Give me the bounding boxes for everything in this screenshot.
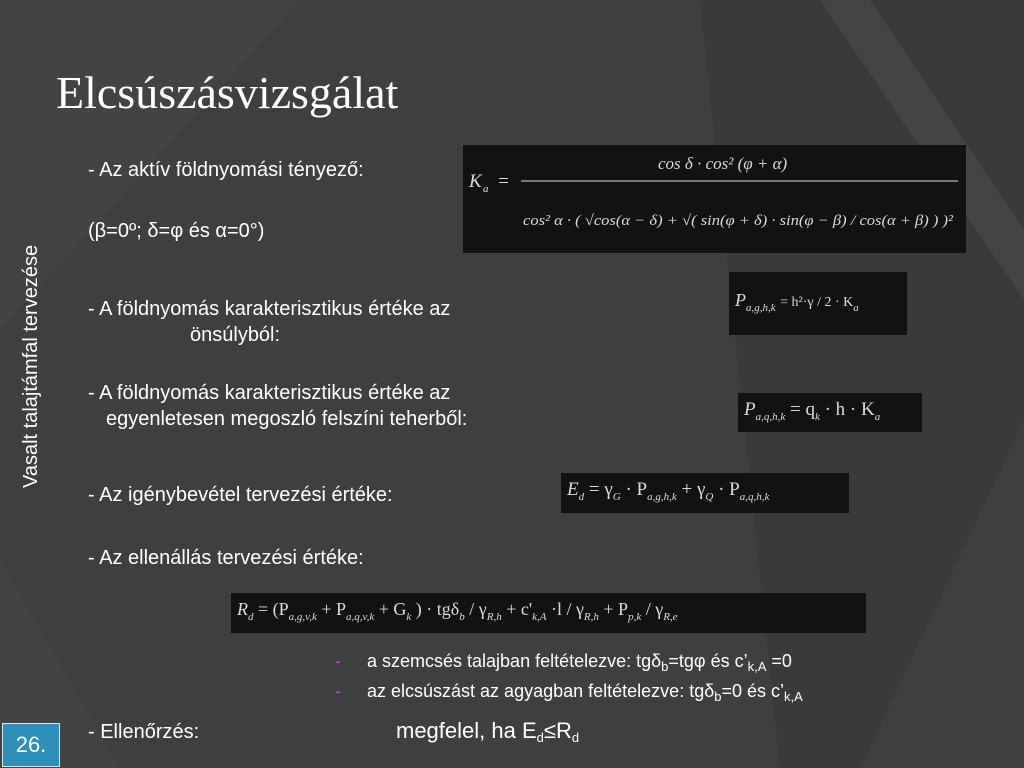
paqh-formula [738,393,922,432]
ka-lhs-sub: a [483,183,489,195]
slide-number: 26. [2,723,60,767]
rd-l-sub: R,h [583,611,599,623]
rd-g: + G [378,599,407,619]
check-cond-pre: megfelel, ha E [396,718,537,743]
sajat-line2: önsúlyból: [190,324,281,346]
ed-gamma-q: + γ [681,479,706,500]
bullet-2-text: az elcsúszást az agyagban feltételezve: tgδ [367,681,715,701]
rd-p2-sub: a,q,v,k [346,611,375,623]
rd-pp: + P [603,599,629,619]
ed-p2: · P [718,479,740,500]
pagh-rhs-sub: a [853,302,859,314]
pagh-lhs-sub: a,g,h,k [746,302,776,314]
aktiv-label: - Az aktív földnyomási tényező: [88,159,364,181]
paqh-lhs: P [744,399,756,420]
rd-c-sub: k,A [532,611,547,623]
paqh-rhs-sub1: k [814,411,820,423]
bullet-1-sub: b [661,659,669,674]
paqh-lhs-sub: a,q,h,k [755,411,786,423]
svg-text:=: = [497,171,510,192]
ed-gamma-g-sub: G [612,491,621,503]
paqh-rhs2: · h · K [824,399,875,420]
rd-lhs: R [237,599,248,619]
bullet-dash: - [335,651,341,671]
bullet-2-sub: b [714,689,722,704]
side-label: Vasalt talajtámfal tervezése [20,244,42,488]
check-cond-sub2: d [571,730,580,745]
aktiv-params: (β=0º; δ=φ és α=0°) [88,220,265,242]
bullet-2-mid: =0 és c’ [721,681,785,701]
bullet-1-mid: =tgφ és c’ [668,651,748,671]
ed-p1-sub: a,g,h,k [647,491,677,503]
rd-pp-sub: p,k [628,611,642,623]
ed-formula [561,473,849,513]
rd-tg-sub: b [459,611,465,623]
bullet-2-sub2: k,A [784,689,803,704]
rd-gamma-re: / γ [645,599,664,619]
bullet-1-sub2: k,A [747,659,767,674]
ka-lhs: K [469,171,482,192]
pagh-lhs: P [735,290,746,310]
rd-l: ·l / γ [550,599,584,619]
ed-gamma-q-sub: Q [705,491,714,503]
ka-formula-drawing [463,145,966,253]
paqh-rhs-sub2: a [874,411,881,423]
ed-gamma-g: = γ [588,479,613,500]
igeny-label: - Az igénybevétel tervezési értéke: [88,484,393,506]
rd-g-sub: k [406,611,412,623]
ka-denominator: cos² α · ( √cos(α − δ) + √( sin(φ + δ) · sin(φ − β) / cos(α + β) ) )² [523,213,954,229]
check-label: - Ellenőrzés: [88,721,200,743]
rd-p1-sub: a,g,v,k [288,611,317,623]
rd-tg: ) · tgδ [415,599,460,619]
rd-formula [231,593,866,633]
ed-lhs: E [567,479,579,500]
sajat-line1: - A földnyomás karakterisztikus értéke az [88,298,451,320]
ed-lhs-sub: d [578,491,585,503]
check-cond-mid: ≤R [543,718,572,743]
rd-gamma-rh: / γ [469,599,487,619]
check-condition [396,718,579,751]
rd-p2: + P [321,599,347,619]
ka-formula [463,145,966,253]
pagh-rhs: = h²·γ / 2 · K [780,295,854,310]
bullet-1-text: a szemcsés talajban feltételezve: tgδ [367,651,662,671]
teher-line1: - A földnyomás karakterisztikus értéke az [88,382,451,404]
rd-gamma-re-sub: R,e [663,611,678,623]
bullet-2 [335,678,803,710]
rd-gamma-rh-sub: R,h [486,611,502,623]
bullet-dash: - [335,681,341,701]
pagh-formula [729,272,907,335]
bullet-1 [335,648,792,680]
check-cond-sub1: d [536,730,544,745]
paqh-rhs: = q [790,399,815,420]
teher-line2: egyenletesen megoszló felszíni teherből: [106,408,468,430]
ed-p1: · P [625,479,648,500]
slide-title: Elcsúszásvizsgálat [56,67,399,118]
bullet-1-end: =0 [766,651,792,671]
ed-p2-sub: a,q,h,k [739,491,770,503]
ellen-label: - Az ellenállás tervezési értéke: [88,547,364,569]
rd-p1: = (P [258,599,289,619]
rd-c: + c' [506,599,533,619]
rd-lhs-sub: d [248,611,254,623]
ka-numerator: cos δ · cos² (φ + α) [658,154,788,173]
